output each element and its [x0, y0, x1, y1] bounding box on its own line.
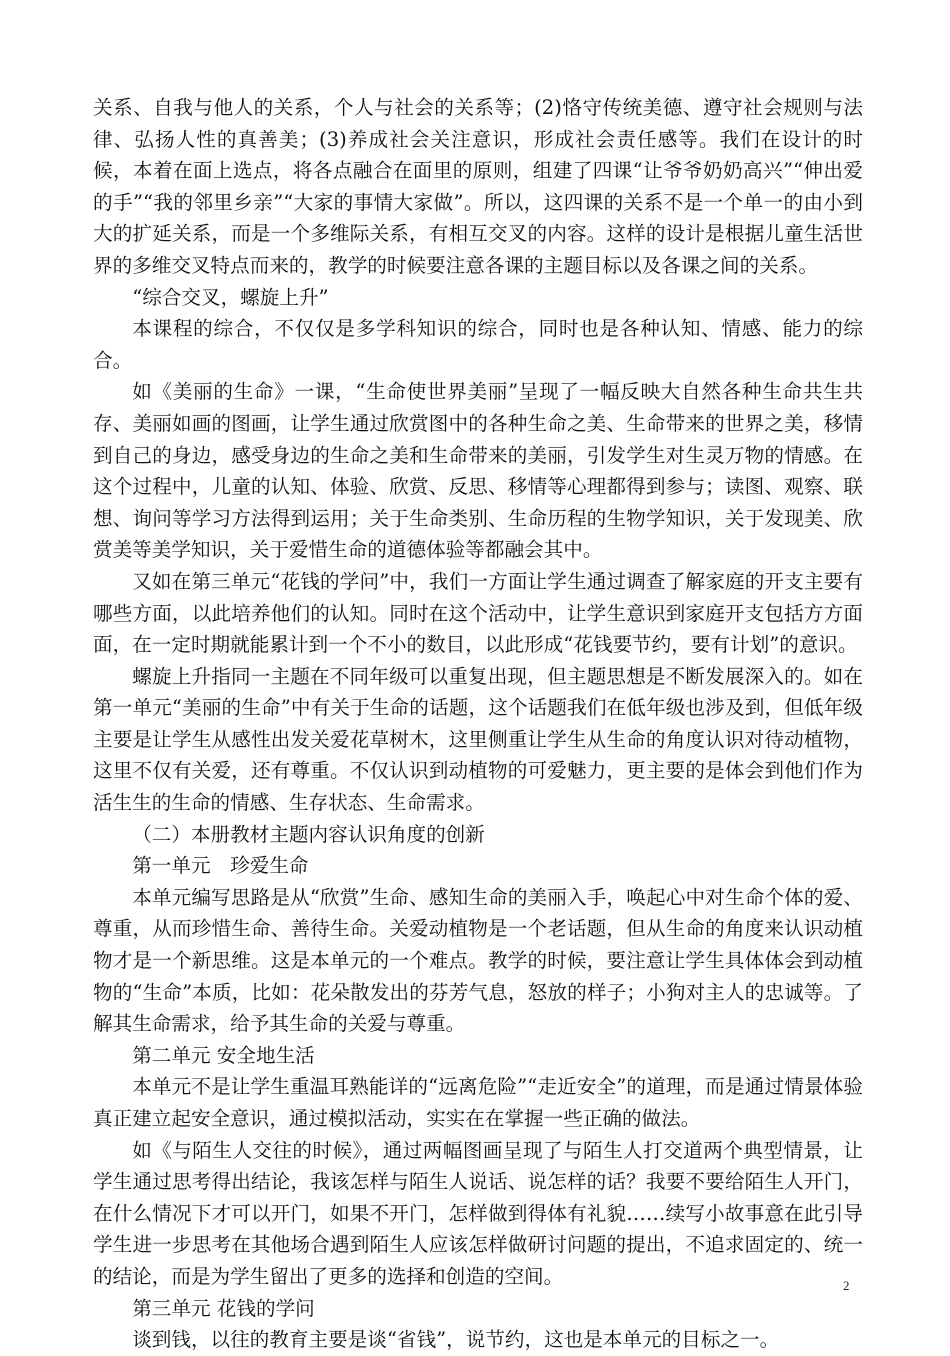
section-heading-innovation: （二）本册教材主题内容认识角度的创新	[132, 822, 485, 846]
page-number: 2	[843, 1278, 850, 1293]
paragraph-strangers: 如《与陌生人交往的时候》，通过两幅图画呈现了与陌生人打交道两个典型情景，让学生通过思考得出结论，我该怎样与陌生人说话、说怎样的话？我要不要给陌生人开门，在什么情况下才可以开门，如果不开门，怎样做到得体有礼貌……续写小故事意在此引导学生进一步思考在其他场合遇到陌生人应该怎样做研讨问题的提出，不追求固定的、统一的结论，而是为学生留出了更多的选择和创造的空间。	[93, 1138, 863, 1288]
unit-heading-1: 第一单元 珍爱生命	[132, 854, 309, 878]
paragraph-continuation: 关系、自我与他人的关系，个人与社会的关系等；(2)恪守传统美德、遵守社会规则与法律、弘扬人性的真善美；(3)养成社会关注意识，形成社会责任感等。我们在设计的时候，本着在面上选点，将各点融合在面里的原则，组建了四课“让爷爷奶奶高兴”“伸出爱的手”“我的邻里乡亲”“大家的事情大家做”。所以，这四课的关系不是一个单一的由小到大的扩延关系，而是一个多维际关系，有相互交叉的内容。这样的设计是根据儿童生活世界的多维交叉特点而来的，教学的时候要注意各课的主题目标以及各课之间的关系。	[93, 96, 863, 277]
paragraph-unit-3: 谈到钱，以往的教育主要是谈“省钱”，说节约，这也是本单元的目标之一。	[132, 1328, 780, 1352]
paragraph-spending-unit: 又如在第三单元“花钱的学问”中，我们一方面让学生通过调查了解家庭的开支主要有哪些方面，以此培养他们的认知。同时在这个活动中，让学生意识到家庭开支包括方方面面，在一定时期就能累计到一个不小的数目，以此形成“花钱要节约，要有计划”的意识。	[93, 569, 863, 657]
paragraph-unit-1: 本单元编写思路是从“欣赏”生命、感知生命的美丽入手，唤起心中对生命个体的爱、尊重，从而珍惜生命、善待生命。关爱动植物是一个老话题，但从生命的角度来认识动植物才是一个新思维。这是本单元的一个难点。教学的时候，要注意让学生具体体会到动植物的“生命”本质，比如：花朵散发出的芬芳气息，怒放的样子；小狗对主人的忠诚等。了解其生命需求，给予其生命的关爱与尊重。	[93, 885, 863, 1036]
document-page	[93, 92, 863, 1356]
unit-heading-3: 第三单元 花钱的学问	[132, 1296, 315, 1320]
paragraph-unit-2: 本单元不是让学生重温耳熟能详的“远离危险”“走近安全”的道理，而是通过情景体验真正建立起安全意识，通过模拟活动，实实在在掌握一些正确的做法。	[93, 1075, 863, 1130]
paragraph-spiral-rise: 螺旋上升指同一主题在不同年级可以重复出现，但主题思想是不断发展深入的。如在第一单元“美丽的生命”中有关于生命的话题，这个话题我们在低年级也涉及到，但低年级主要是让学生从感性出发关爱花草树木，这里侧重让学生从生命的角度认识对待动植物，这里不仅有关爱，还有尊重。不仅认识到动植物的可爱魅力，更主要的是体会到他们作为活生生的生命的情感、生存状态、生命需求。	[93, 664, 863, 815]
section-heading-synthesis: “综合交叉，螺旋上升”	[132, 285, 329, 309]
paragraph-beautiful-life: 如《美丽的生命》一课，“生命使世界美丽”呈现了一幅反映大自然各种生命共生共存、美丽如画的图画，让学生通过欣赏图中的各种生命之美、生命带来的世界之美，移情到自己的身边，感受身边的生命之美和生命带来的美丽，引发学生对生灵万物的情感。在这个过程中，儿童的认知、体验、欣赏、反思、移情等心理都得到参与；读图、观察、联想、询问等学习方法得到运用；关于生命类别、生命历程的生物学知识，关于发现美、欣赏美等美学知识，关于爱惜生命的道德体验等都融会其中。	[93, 380, 863, 562]
unit-heading-2: 第二单元 安全地生活	[132, 1043, 315, 1067]
paragraph-synthesis-intro: 本课程的综合，不仅仅是多学科知识的综合，同时也是各种认知、情感、能力的综合。	[93, 317, 863, 372]
